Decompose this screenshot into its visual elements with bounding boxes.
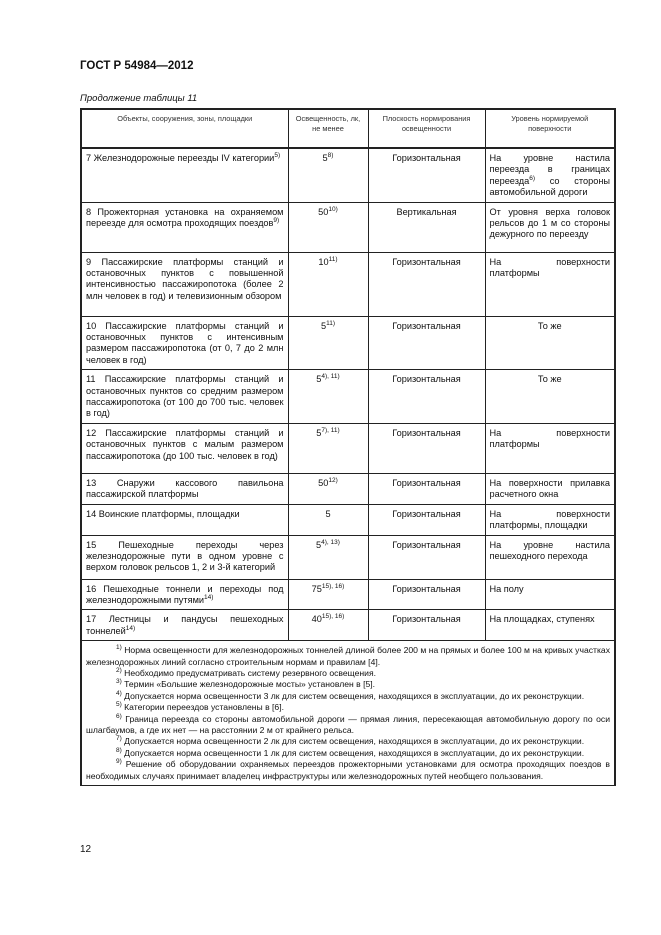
object-cell-text: 15 Пешеходные переходы через железнодорожные пути в одном уровне с верхом головок рельсов 1, 2 и 3-й категорий: [86, 539, 284, 573]
level-cell: [485, 579, 615, 610]
illuminance-cell: [288, 473, 368, 504]
illuminance-cell: [288, 202, 368, 252]
footnote-mark: 7): [116, 735, 122, 743]
illuminance-cell: [288, 316, 368, 370]
illuminance-cell-text: 5: [322, 153, 328, 163]
level-cell: [485, 148, 615, 202]
plane-cell: [368, 535, 485, 579]
table-row: [81, 316, 615, 370]
level-cell-text: На поверхности платформы, площадки: [489, 508, 610, 531]
object-cell-text: 16 Пешеходные тоннели и переходы под железнодорожными путями: [86, 583, 284, 605]
table-caption: Продолжение таблицы 11: [80, 93, 198, 104]
footnote-text: Допускается норма освещенности 2 лк для систем освещения, находящихся в эксплуатации, до их реконструкции.: [121, 736, 585, 747]
illuminance-cell-text: 40: [311, 614, 322, 625]
level-cell-text: На уровне настила пешеходного перехода: [489, 539, 610, 561]
footnote-mark: 8): [327, 151, 334, 159]
footnote-text: Норма освещенности для железнодорожных тоннелей длиной более 200 м на прямых и более 100 м на кривых участках железнодорожных линий согласно строительным нормам и правилам [4].: [86, 645, 610, 667]
plane-cell: [368, 504, 485, 535]
illuminance-cell: [288, 579, 368, 610]
level-cell: [485, 423, 615, 473]
plane-cell-text: Горизонтальная: [392, 374, 461, 385]
object-cell: [81, 202, 288, 252]
footnote-mark: 14): [204, 593, 214, 601]
illuminance-cell: [288, 148, 368, 202]
plane-cell-text: Вертикальная: [396, 206, 457, 217]
plane-cell-text: Горизонтальная: [392, 508, 461, 519]
footnote-mark: 9): [273, 216, 280, 224]
level-cell-text: На уровне настила переезда в границах переезда: [489, 153, 610, 186]
plane-cell: [368, 148, 485, 202]
table-row: [81, 535, 615, 579]
footnote-text: Граница переезда со стороны автомобильной дороги — прямая линия, пересекающая автомобильную дорогу по оси шлагбаумов, а где их нет — на расстоянии 2 м от крайнего рельса.: [86, 713, 610, 735]
footnote-mark: 14): [125, 624, 136, 632]
footnote-mark: 10): [328, 205, 338, 213]
footnote-mark: 6): [116, 712, 122, 720]
footnote-mark: 7), 11): [321, 426, 340, 434]
footnote: [86, 668, 610, 679]
footnote-text: Термин «Большие железнодорожные мосты» установлен в [5].: [121, 679, 376, 690]
plane-cell: [368, 252, 485, 316]
illuminance-cell: [288, 252, 368, 316]
level-cell: [485, 610, 615, 641]
footnote-mark: 8): [116, 746, 122, 754]
header-objects: Объекты, сооружения, зоны, площадки: [81, 109, 288, 148]
object-cell: [81, 148, 288, 202]
footnote: [86, 691, 610, 702]
level-cell: [485, 535, 615, 579]
illuminance-cell-text: 5: [320, 320, 327, 331]
footnote: [86, 645, 610, 668]
level-cell-text: От уровня верха головок рельсов до 1 м со стороны дежурного по переезду: [489, 206, 610, 240]
level-cell-text: со стороны автомобильной дороги: [489, 175, 610, 198]
level-cell: [485, 473, 615, 504]
object-cell: [81, 504, 288, 535]
table-row: [81, 504, 615, 535]
table-row: [81, 252, 615, 316]
table-row: [81, 473, 615, 504]
illuminance-cell-text: 75: [311, 583, 322, 594]
footnote-mark: 15), 16): [321, 582, 345, 590]
table-row: [81, 370, 615, 424]
footnote-mark: 15), 16): [321, 613, 345, 621]
level-cell-text: На поверхности платформы: [489, 427, 610, 450]
footnote-mark: 4), 11): [321, 373, 340, 381]
footnote-mark: 6): [529, 174, 535, 182]
object-cell: [81, 473, 288, 504]
table-header-row: [81, 109, 615, 148]
footnote-mark: 11): [326, 319, 336, 327]
level-cell-text: На поверхности платформы: [489, 256, 610, 279]
object-cell-text: 13 Снаружи кассового павильона пассажирской платформы: [86, 477, 284, 500]
object-cell: [81, 316, 288, 370]
footnote-mark: 5): [274, 151, 281, 159]
footnote-text: Необходимо предусматривать систему резервного освещения.: [121, 667, 377, 678]
footnote-mark: 1): [116, 644, 122, 652]
illuminance-cell: [288, 610, 368, 641]
footnote: [86, 736, 610, 747]
object-cell-text: 11 Пассажирские платформы станций и остановочных пунктов со средним размером пассажиропотока (от 100 до 700 тыс. человек в год): [86, 374, 284, 419]
level-cell: [485, 202, 615, 252]
plane-cell: [368, 370, 485, 424]
table-row: [81, 579, 615, 610]
plane-cell-text: Горизонтальная: [392, 583, 461, 594]
plane-cell: [368, 610, 485, 641]
footnote-mark: 4), 13): [321, 538, 340, 546]
footnote: [86, 748, 610, 759]
object-cell-text: 7 Железнодорожные переезды IV категории: [86, 153, 275, 163]
plane-cell-text: Горизонтальная: [392, 153, 461, 163]
footnote-mark: 11): [328, 255, 338, 263]
header-illuminance: Освещенность, лк, не менее: [288, 109, 368, 148]
illuminance-cell-text: 50: [318, 206, 329, 217]
footnote-mark: 3): [116, 678, 122, 686]
footnote: [86, 759, 610, 782]
table-row: [81, 148, 615, 202]
notes-row: [81, 641, 615, 786]
level-cell: [485, 504, 615, 535]
header-level: Уровень нормируемой поверхности: [485, 109, 615, 148]
level-cell: [485, 370, 615, 424]
level-cell: [485, 252, 615, 316]
object-cell-text: 9 Пассажирские платформы станций и остановочных пунктов с повышенной интенсивностью пассажиропотока (более 2 млн человек в год) и телевизионным обзором: [86, 256, 284, 301]
document-header: ГОСТ Р 54984—2012: [80, 60, 194, 72]
plane-cell: [368, 316, 485, 370]
level-cell-text: То же: [537, 374, 562, 385]
plane-cell: [368, 579, 485, 610]
object-cell: [81, 610, 288, 641]
footnote-mark: 4): [116, 689, 122, 697]
plane-cell-text: Горизонтальная: [392, 256, 461, 267]
plane-cell: [368, 202, 485, 252]
illuminance-cell-text: 5: [316, 427, 322, 438]
object-cell-text: 17 Лестницы и пандусы пешеходных тоннелей: [86, 614, 284, 636]
object-cell: [81, 423, 288, 473]
footnote-mark: 5): [116, 701, 122, 709]
illuminance-cell: [288, 535, 368, 579]
footnote-text: Категории переездов установлены в [6].: [121, 702, 284, 713]
header-plane: Плоскость нормирования освещенности: [368, 109, 485, 148]
illuminance-cell: [288, 423, 368, 473]
illuminance-cell-text: 10: [318, 256, 329, 267]
table-row: [81, 202, 615, 252]
plane-cell-text: Горизонтальная: [392, 320, 461, 331]
illuminance-table: [80, 108, 616, 786]
table-row: [81, 610, 615, 641]
illuminance-cell: [288, 504, 368, 535]
footnote-mark: 9): [116, 758, 122, 766]
object-cell-text: 14 Воинские платформы, площадки: [86, 508, 240, 519]
illuminance-cell-text: 5: [316, 539, 322, 550]
object-cell: [81, 579, 288, 610]
footnote: [86, 679, 610, 690]
notes-cell: [81, 641, 615, 786]
plane-cell-text: Горизонтальная: [392, 427, 461, 438]
object-cell: [81, 535, 288, 579]
object-cell-text: 12 Пассажирские платформы станций и остановочных пунктов с малым размером пассажиропотока (до 100 тыс. человек в год): [86, 427, 284, 461]
footnote-text: Допускается норма освещенности 3 лк для систем освещения, находящихся в эксплуатации, до их реконструкции.: [121, 690, 585, 701]
page-number: 12: [80, 844, 92, 855]
illuminance-cell: [288, 370, 368, 424]
footnote-text: Допускается норма освещенности 1 лк для систем освещения, находящихся в эксплуатации, до их реконструкции.: [121, 747, 585, 758]
plane-cell-text: Горизонтальная: [392, 477, 461, 488]
plane-cell: [368, 423, 485, 473]
footnote: [86, 714, 610, 737]
illuminance-cell-text: 5: [316, 374, 322, 385]
level-cell-text: На поверхности прилавка расчетного окна: [489, 477, 610, 500]
plane-cell-text: Горизонтальная: [392, 614, 461, 625]
level-cell-text: На полу: [489, 583, 524, 594]
plane-cell-text: Горизонтальная: [392, 539, 461, 550]
object-cell: [81, 370, 288, 424]
object-cell: [81, 252, 288, 316]
object-cell-text: 8 Прожекторная установка на охраняемом переезде для осмотра проходящих поездов: [86, 206, 284, 229]
object-cell-text: 10 Пассажирские платформы станций и остановочных пунктов с интенсивным размером пассажиропотока (от 0, 7 до 2 млн человек в год): [86, 320, 284, 365]
table-row: [81, 423, 615, 473]
footnote-mark: 2): [116, 667, 122, 675]
footnote-text: Решение об оборудовании охраняемых переездов прожекторными установками для осмотра проходящих поездов в необходимых случаях принимает владелец инфраструктуры или железнодорожных путей необщего пользования.: [86, 759, 610, 781]
level-cell-text: То же: [537, 320, 562, 331]
illuminance-cell-text: 5: [325, 508, 331, 519]
footnote: [86, 702, 610, 713]
level-cell: [485, 316, 615, 370]
footnote-mark: 12): [328, 476, 338, 484]
level-cell-text: На площадках, ступенях: [489, 614, 595, 625]
plane-cell: [368, 473, 485, 504]
illuminance-cell-text: 50: [318, 477, 329, 488]
